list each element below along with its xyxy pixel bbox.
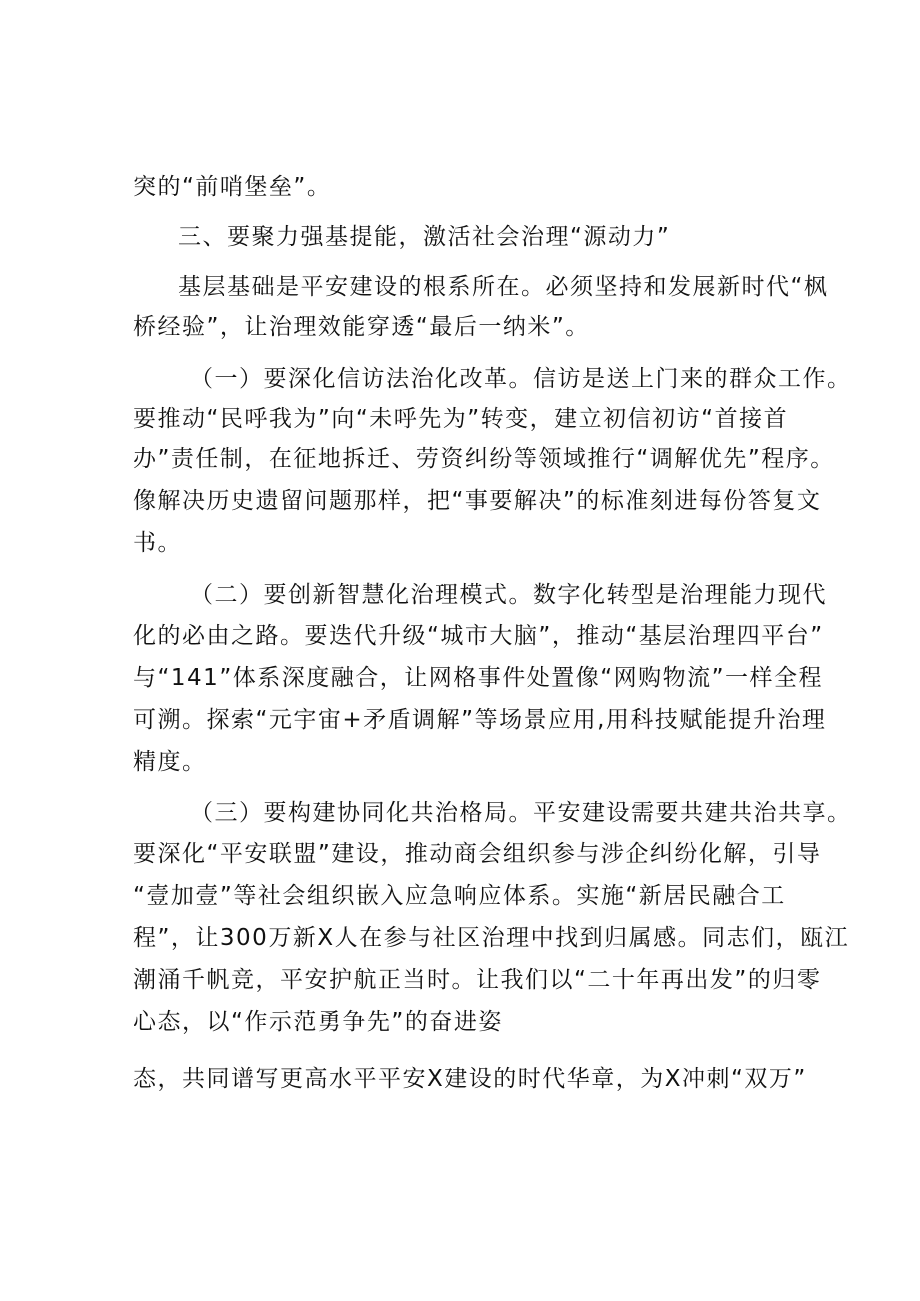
text-line: 化的必由之路。要迭代升级“城市大脑”，推动“基层治理四平台” [133,623,824,649]
text-line: 办”责任制，在征地拆迁、劳资纠纷等领域推行“调解优先”程序。 [133,446,835,472]
text-line: “壹加壹”等社会组织嵌入应急响应体系。实施“新居民融合工 [133,883,786,909]
section-heading: 三、要聚力强基提能，激活社会治理“源动力” [178,224,671,250]
text-line: 潮涌千帆竞，平安护航正当时。让我们以“二十年再出发”的归零 [133,967,822,993]
text-line: 桥经验”，让治理效能穿透“最后一纳米”。 [133,314,590,340]
text-line: 心态，以“作示范勇争先”的奋进姿 [133,1009,503,1035]
text-line: （一）要深化信访法治化改革。信访是送上门来的群众工作。 [190,366,852,392]
text-line: 与“141”体系深度融合，让网格事件处置像“网购物流”一样全程 [133,665,824,691]
text-line: （三）要构建协同化共治格局。平安建设需要共建共治共享。 [190,800,852,826]
text-line: 态，共同谱写更高水平平安X建设的时代华章，为X冲刺“双万” [133,1066,807,1092]
text-line: （二）要创新智慧化治理模式。数字化转型是治理能力现代 [190,582,827,608]
text-line: 要推动“民呼我为”向“未呼先为”转变，建立初信初访“首接首 [133,406,789,432]
text-line: 突的“前哨堡垒”。 [133,174,332,200]
text-line: 可溯。探索“元宇宙+矛盾调解”等场景应用,用科技赋能提升治理 [133,707,827,733]
text-line: 像解决历史遗留问题那样，把“事要解决”的标准刻进每份答复文 [133,488,822,514]
text-line: 基层基础是平安建设的根系所在。必须坚持和发展新时代“枫 [178,274,829,300]
text-line: 要深化“平安联盟”建设，推动商会组织参与涉企纠纷化解，引导 [133,841,822,867]
text-line: 程”，让300万新X人在参与社区治理中找到归属感。同志们，瓯江 [133,925,850,951]
text-line: 精度。 [133,749,207,775]
text-line: 书。 [133,530,182,556]
